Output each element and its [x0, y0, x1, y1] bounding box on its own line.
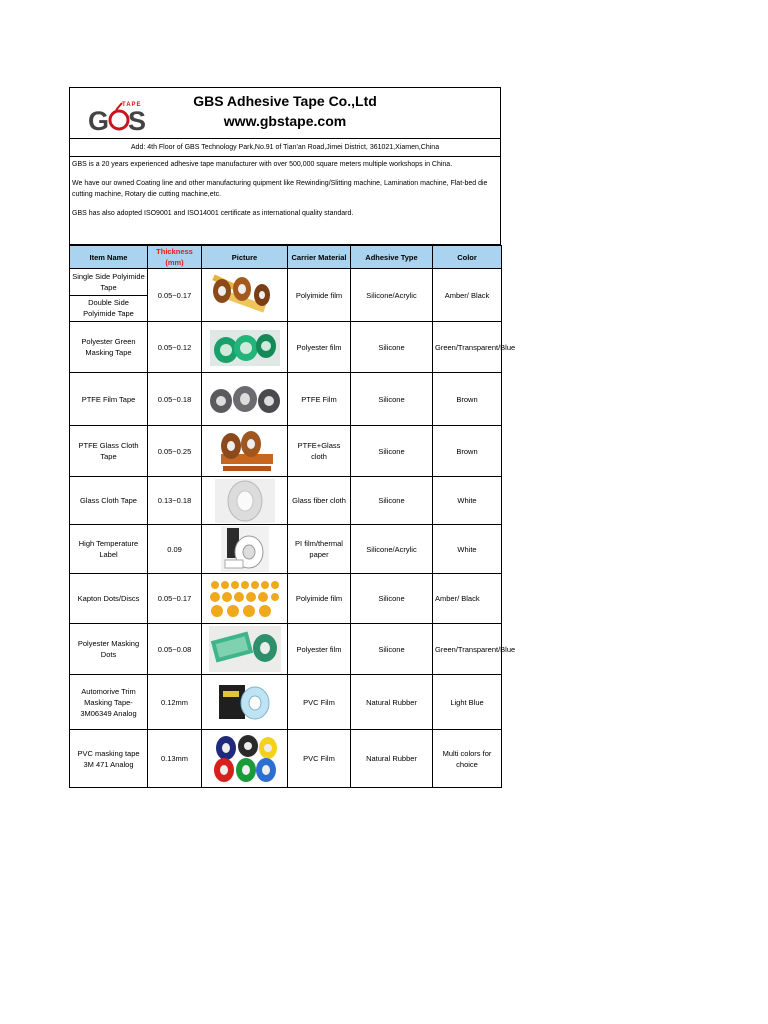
item-name: Single Side Polyimide Tape: [72, 272, 145, 292]
thickness-cell: 0.12mm: [148, 675, 202, 730]
carrier-cell: Polyester film: [288, 322, 351, 373]
color-cell: Brown: [433, 426, 502, 477]
color-cell: Amber/ Black: [433, 574, 502, 624]
thickness-cell: 0.05~0.25: [148, 426, 202, 477]
picture-cell: [202, 624, 288, 675]
thickness-cell: 0.13mm: [148, 730, 202, 788]
carrier-cell: Polyimide film: [288, 574, 351, 624]
item-name: Kapton Dots/Discs: [70, 574, 148, 624]
color-cell: Amber/ Black: [433, 269, 502, 322]
item-name: High Temperature Label: [70, 525, 148, 574]
white-tape-roll-icon: [215, 479, 275, 523]
table-row: [70, 730, 502, 788]
adhesive-cell: Silicone/Acrylic: [351, 269, 433, 322]
adhesive-cell: Silicone: [351, 322, 433, 373]
picture-cell: [202, 426, 288, 477]
item-name: PTFE Glass Cloth Tape: [70, 426, 148, 477]
svg-text:TAPE: TAPE: [122, 102, 142, 108]
picture-cell: [202, 477, 288, 525]
adhesive-cell: Silicone: [351, 373, 433, 426]
carrier-cell: Glass fiber cloth: [288, 477, 351, 525]
carrier-cell: PVC Film: [288, 675, 351, 730]
col-carrier: Carrier Material: [288, 246, 351, 269]
carrier-cell: PTFE Film: [288, 373, 351, 426]
green-dots-icon: [209, 626, 281, 672]
intro-paragraph: GBS has also adopted ISO9001 and ISO14001 certificate as international quality standard.: [72, 210, 354, 217]
product-table: [69, 245, 516, 788]
label-rolls-icon: [221, 526, 269, 572]
item-name: PVC masking tape 3M 471 Analog: [70, 730, 148, 788]
table-row: [70, 322, 502, 373]
blue-tape-box-icon: [215, 681, 275, 723]
color-cell: Light Blue: [433, 675, 502, 730]
table-row: [70, 373, 502, 426]
table-row: [70, 477, 502, 525]
thickness-cell: 0.05~0.12: [148, 322, 202, 373]
carrier-cell: Polyester film: [288, 624, 351, 675]
company-address: Add: 4th Floor of GBS Technology Park,No.91 of Tian'an Road,Jimei District, 361021,Xiamen,China: [69, 139, 501, 157]
table-row: [70, 525, 502, 574]
item-name: Glass Cloth Tape: [70, 477, 148, 525]
item-name: Polyester Masking Dots: [70, 624, 148, 675]
color-cell: Multi colors for choice: [433, 730, 502, 788]
adhesive-cell: Silicone: [351, 624, 433, 675]
carrier-cell: Polyimide film: [288, 269, 351, 322]
amber-tape-rolls-icon: [208, 271, 282, 319]
item-name-cell: [70, 269, 148, 322]
company-website[interactable]: www.gbstape.com: [223, 113, 347, 129]
color-cell: White: [433, 525, 502, 574]
table-row: [70, 269, 502, 322]
thickness-cell: 0.09: [148, 525, 202, 574]
col-color: Color: [433, 246, 502, 269]
item-name: Double Side Polyimide Tape: [70, 295, 147, 321]
carrier-cell: PVC Film: [288, 730, 351, 788]
adhesive-cell: Silicone: [351, 477, 433, 525]
company-name: GBS Adhesive Tape Co.,Ltd: [193, 93, 377, 109]
adhesive-cell: Natural Rubber: [351, 675, 433, 730]
picture-cell: [202, 675, 288, 730]
picture-cell: [202, 269, 288, 322]
adhesive-cell: Silicone: [351, 426, 433, 477]
picture-cell: [202, 525, 288, 574]
picture-cell: [202, 373, 288, 426]
carrier-cell: PTFE+Glass cloth: [288, 426, 351, 477]
col-item-name: Item Name: [70, 246, 148, 269]
thickness-cell: 0.13~0.18: [148, 477, 202, 525]
thickness-cell: 0.05~0.18: [148, 373, 202, 426]
adhesive-cell: Silicone: [351, 574, 433, 624]
color-cell: Green/Transparent/Blue: [433, 624, 502, 675]
picture-cell: [202, 322, 288, 373]
table-header-row: [70, 246, 502, 269]
col-thickness: Thickness (mm): [148, 246, 202, 269]
picture-cell: [202, 730, 288, 788]
adhesive-cell: Natural Rubber: [351, 730, 433, 788]
product-sheet: [69, 87, 516, 788]
carrier-cell: PI film/thermal paper: [288, 525, 351, 574]
svg-text:G: G: [88, 106, 110, 134]
amber-dots-icon: [209, 579, 281, 619]
color-cell: Green/Transparent/Blue: [433, 322, 502, 373]
intro-paragraph: We have our owned Coating line and other manufacturing quipment like Rewinding/Slitting machine, Lamination machine, Flat-bed die cutting machine, Rotary die cutting machine,etc.: [72, 180, 488, 198]
header: [69, 87, 501, 139]
thickness-cell: 0.05~0.08: [148, 624, 202, 675]
item-name: PTFE Film Tape: [70, 373, 148, 426]
table-row: [70, 574, 502, 624]
thickness-cell: 0.05~0.17: [148, 574, 202, 624]
adhesive-cell: Silicone/Acrylic: [351, 525, 433, 574]
table-row: [70, 426, 502, 477]
item-name: Automorive Trim Masking Tape-3M06349 Analog: [70, 675, 148, 730]
colored-tape-rolls-icon: [212, 734, 278, 784]
intro-paragraph: GBS is a 20 years experienced adhesive tape manufacturer with over 500,000 square meters multiple workshops in China.: [72, 161, 453, 168]
svg-text:S: S: [128, 106, 147, 134]
table-row: [70, 675, 502, 730]
col-adhesive: Adhesive Type: [351, 246, 433, 269]
company-intro: [69, 157, 501, 245]
table-row: [70, 624, 502, 675]
dark-tape-rolls-icon: [207, 381, 283, 417]
company-title: [70, 91, 500, 131]
item-name: Polyester Green Masking Tape: [70, 322, 148, 373]
brown-cloth-tape-icon: [215, 428, 275, 474]
green-tape-rolls-icon: [208, 324, 282, 370]
thickness-cell: 0.05~0.17: [148, 269, 202, 322]
color-cell: Brown: [433, 373, 502, 426]
color-cell: White: [433, 477, 502, 525]
col-picture: Picture: [202, 246, 288, 269]
picture-cell: [202, 574, 288, 624]
